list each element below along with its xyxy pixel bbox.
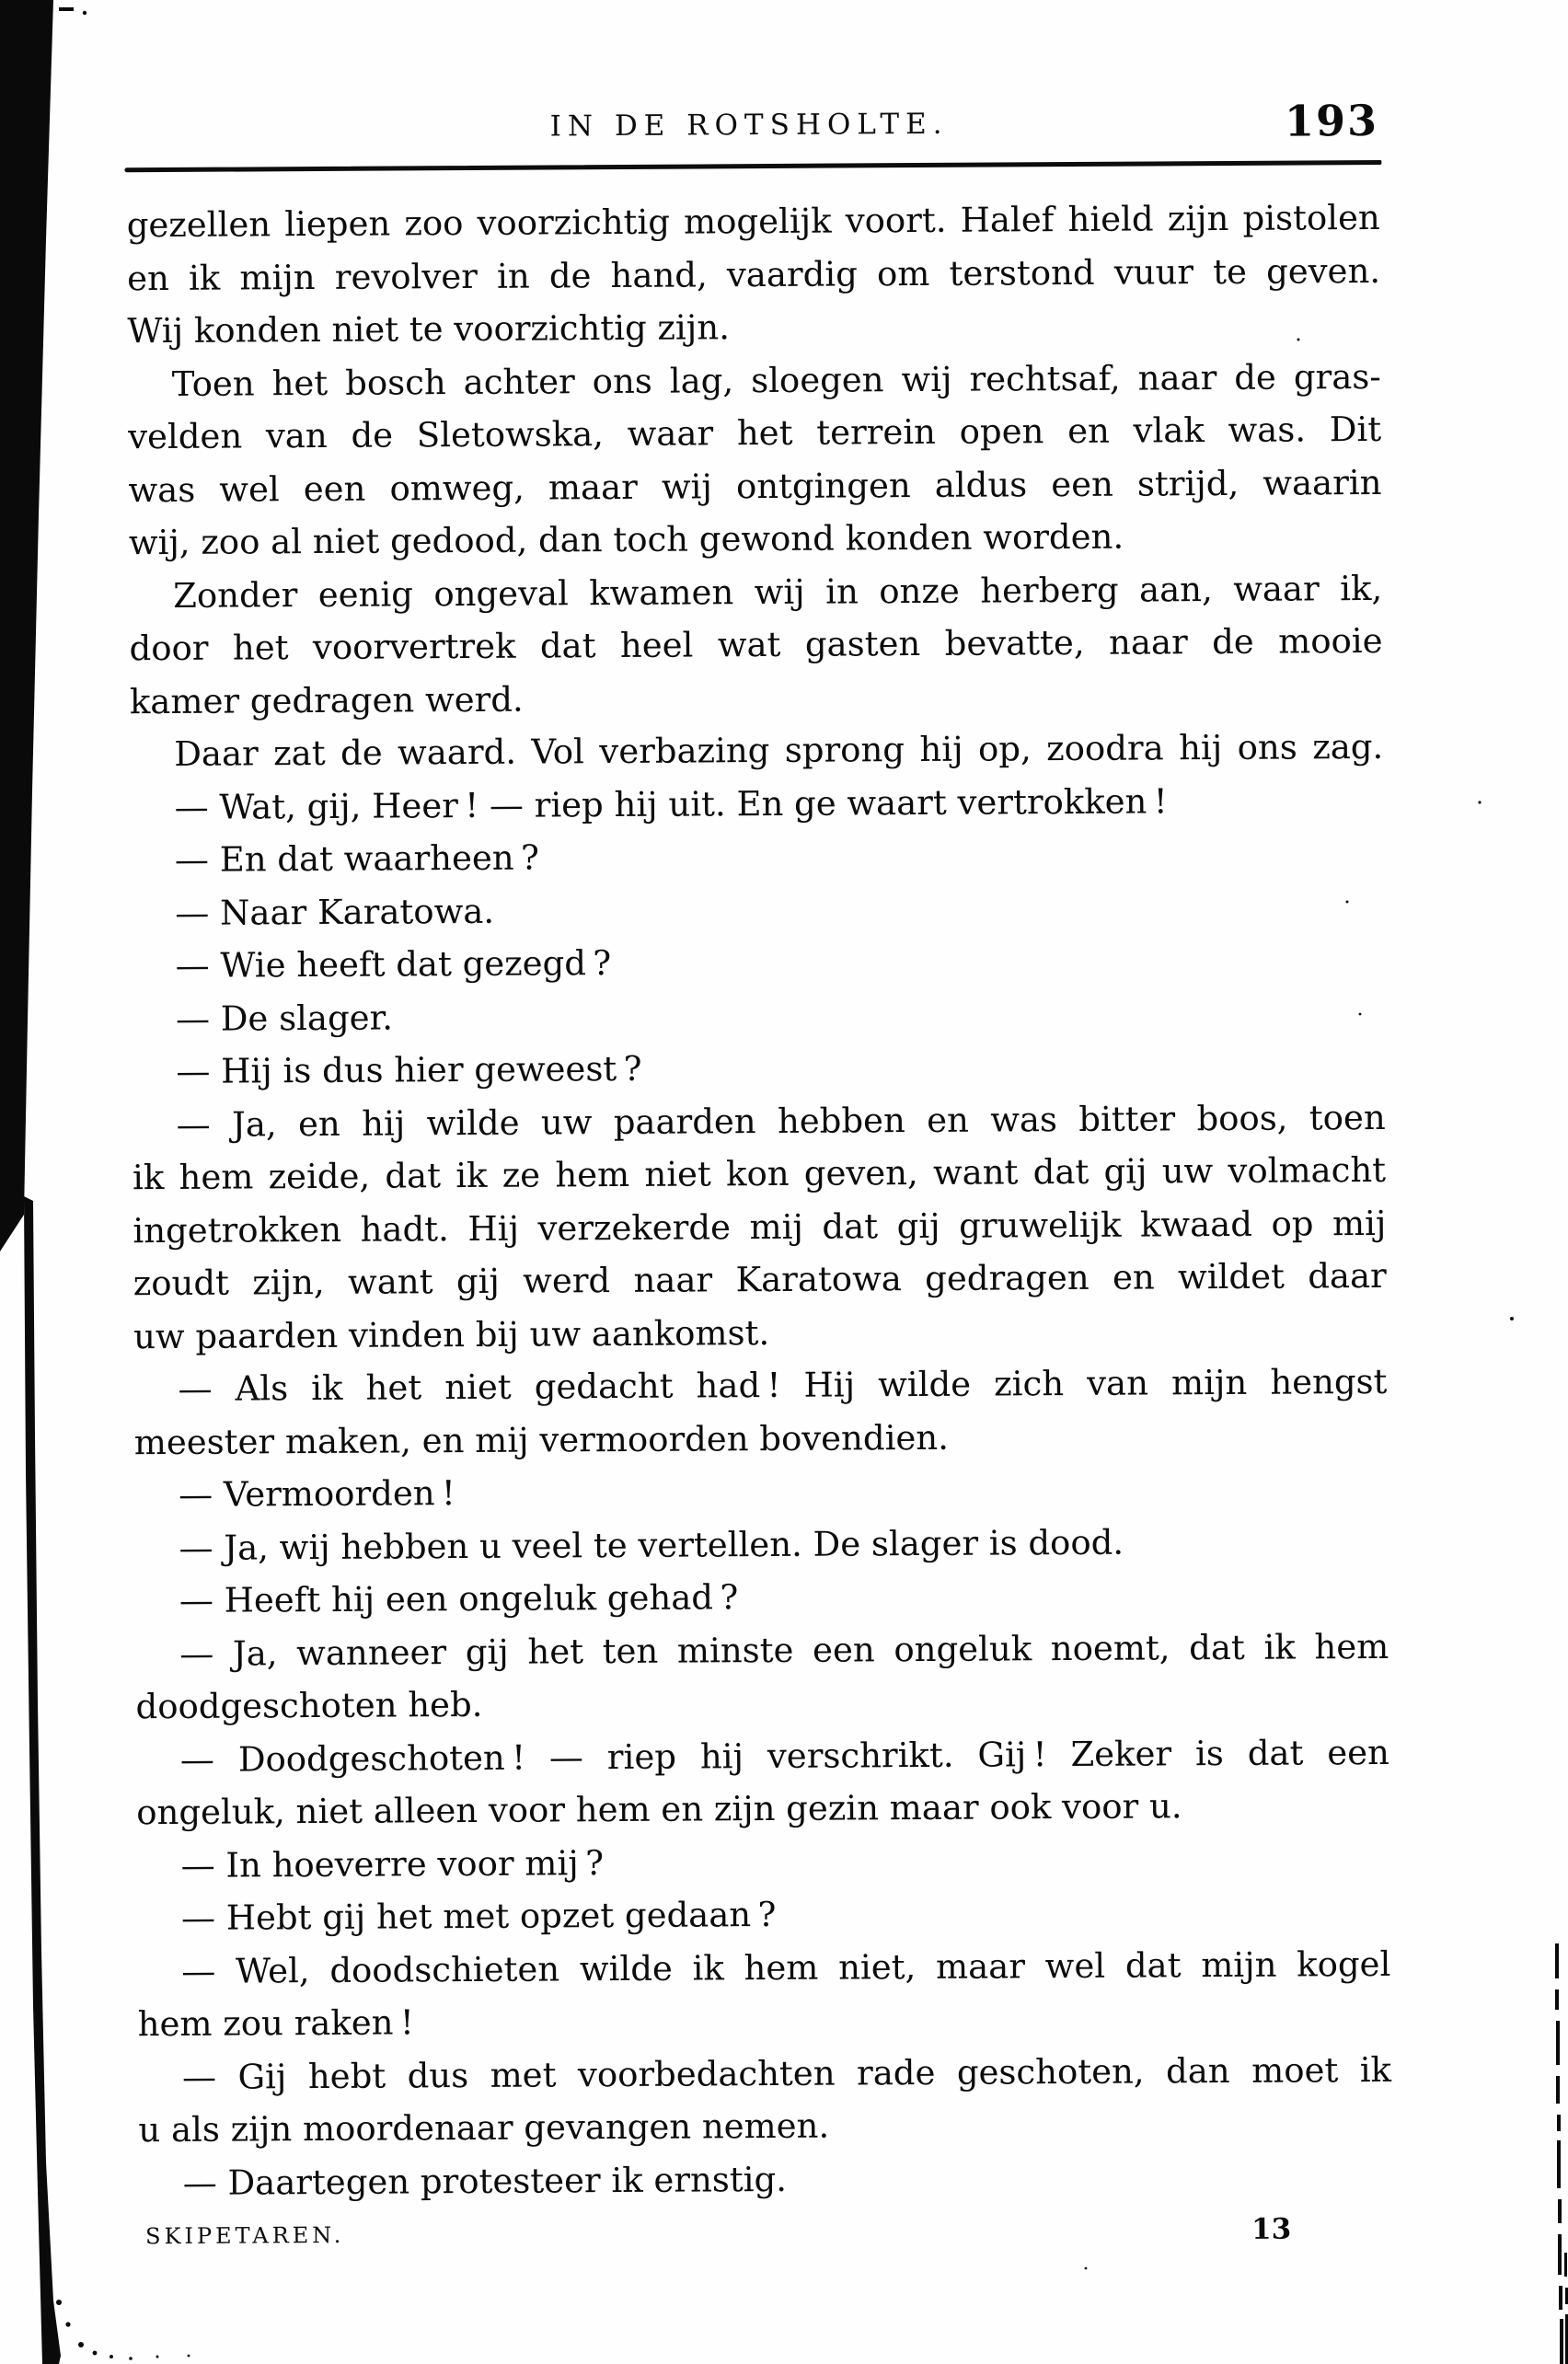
text-line: meester maken, en mij vermoorden bovendien. — [133, 1417, 950, 1462]
text-line: — Wie heeft dat gezegd ? — [175, 943, 612, 986]
text-line: — Ja, en hij wilde uw paarden hebben en was bitter boos, toen — [176, 1097, 1386, 1145]
text-line: — Heeft hij een ongeluk gehad ? — [179, 1577, 739, 1620]
footer-signature: SKIPETAREN. — [145, 2221, 345, 2250]
text-line: — Wel, doodschieten wilde ik hem niet, maar wel dat mijn kogel — [181, 1943, 1391, 1991]
text-line: doodgeschoten heb. — [135, 1684, 483, 1727]
text-line: Zonder eenig ongeval kwamen wij in onze herberg aan, waar ik, — [173, 568, 1383, 616]
body-text — [127, 191, 1392, 2209]
page-number: 193 — [1284, 95, 1379, 146]
text-line: gezellen liepen zoo voorzichtig mogelijk voort. Halef hield zijn pistolen — [126, 197, 1380, 246]
header-divider-rule — [124, 160, 1381, 172]
text-line: en ik mijn revolver in de hand, vaardig om terstond vuur te geven. — [126, 250, 1381, 298]
text-line: — Vermoorden ! — [179, 1473, 455, 1515]
text-line: — Gij hebt dus met voorbedachten rade geschoten, dan moet ik — [181, 2049, 1392, 2097]
footer-sheet-number: 13 — [1251, 2212, 1292, 2246]
text-line: Daar zat de waard. Vol verbazing sprong hij op, zoodra hij ons zag. — [174, 726, 1384, 774]
text-line: — Doodgeschoten ! — riep hij verschrikt. Gij ! Zeker is dat een — [179, 1732, 1390, 1780]
running-head-title: IN DE ROTSHOLTE. — [549, 107, 949, 144]
text-line: ingetrokken hadt. Hij verzekerde mij dat gij gruwelijk kwaad op mij — [133, 1203, 1387, 1251]
text-line: door het voorvertrek dat heel wat gasten bevatte, naar de mooie — [129, 620, 1383, 669]
text-line: — In hoeverre voor mij ? — [180, 1842, 605, 1885]
text-line: — Ja, wij hebben u veel te vertellen. De slager is dood. — [179, 1522, 1124, 1568]
text-line: kamer gedragen werd. — [129, 679, 524, 721]
text-line: ongeluk, niet alleen voor hem en zijn gezin maar ook voor u. — [136, 1786, 1182, 1833]
text-line: hem zou raken ! — [137, 2002, 414, 2045]
text-line: Toen het bosch achter ons lag, sloegen wij rechtsaf, naar de gras- — [171, 356, 1381, 404]
text-line: uw paarden vinden bij uw aankomst. — [133, 1312, 770, 1356]
text-line: — Wat, gij, Heer ! — riep hij uit. En ge waart vertrokken ! — [174, 780, 1168, 827]
text-line: — Hij is dus hier geweest ? — [176, 1048, 642, 1091]
text-line: — Hebt gij het met opzet gedaan ? — [180, 1894, 777, 1938]
text-line: u als zijn moordenaar gevangen nemen. — [138, 2105, 830, 2151]
text-line: ik hem zeide, dat ik ze hem niet kon geven, want dat gij uw volmacht — [132, 1149, 1387, 1198]
text-line: wij, zoo al niet gedood, dan toch gewond konden worden. — [128, 516, 1124, 563]
text-line: — Daartegen protesteer ik ernstig. — [182, 2159, 788, 2203]
text-line: — Als ik het niet gedacht had ! Hij wilde zich van mijn hengst — [178, 1361, 1388, 1409]
text-line: — Naar Karatowa. — [175, 891, 495, 933]
text-line: was wel een omweg, maar wij ontgingen aldus een strijd, waarin — [128, 462, 1382, 510]
text-line: zoudt zijn, want gij werd naar Karatowa gedragen en wildet daar — [133, 1255, 1387, 1304]
text-line: — En dat waarheen ? — [174, 837, 539, 880]
text-line: velden van de Sletowska, waar het terrein open en vlak was. Dit — [128, 409, 1382, 457]
text-line: — Ja, wanneer gij het ten minste een ongeluk noemt, dat ik hem — [179, 1626, 1389, 1674]
text-line: Wij konden niet te voorzichtig zijn. — [127, 307, 731, 352]
text-line: — De slager. — [175, 997, 394, 1039]
